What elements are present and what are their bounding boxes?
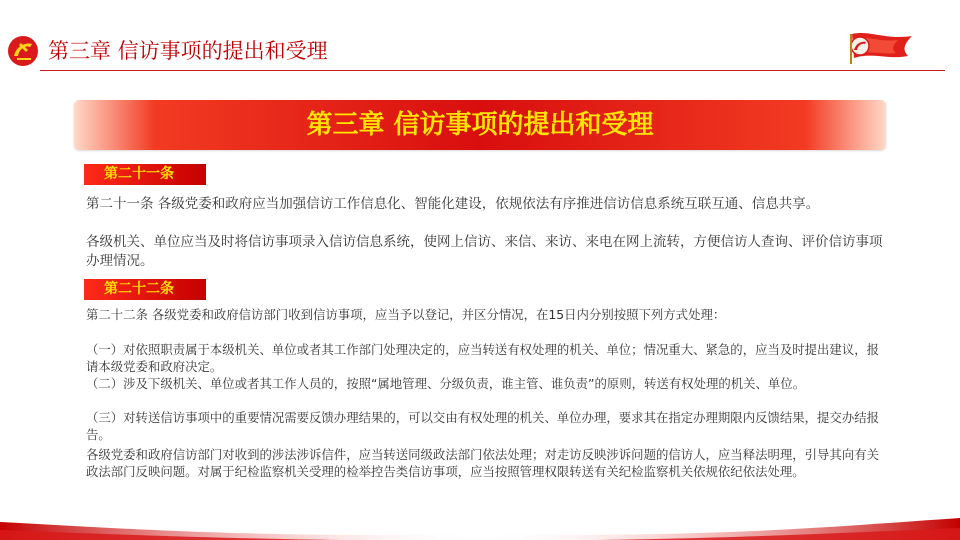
article-21-paragraph-1: 第二十一条 各级党委和政府应当加强信访工作信息化、智能化建设，依规依法有序推进信访信息系统互联互通、信息共享。 [86, 196, 820, 212]
article-22-item-1: （一）对依照职责属于本级机关、单位或者其工作部门处理决定的，应当转送有权处理的机关、单位；情况重大、紧急的，应当及时提出建议，报请本级党委和政府决定。 [86, 342, 879, 374]
article-22-item-2: （二）涉及下级机关、单位或者其工作人员的，按照“属地管理、分级负责，谁主管、谁负责”的原则，转送有权处理的机关、单位。 [86, 376, 806, 391]
article-21-tag: 第二十一条 [84, 164, 206, 185]
article-22-item-3: （三）对转送信访事项中的重要情况需要反馈办理结果的，可以交由有权处理的机关、单位办理，要求其在指定办理期限内反馈结果，提交办结报告。 [86, 410, 879, 442]
chapter-banner [74, 100, 886, 150]
slide-header [0, 0, 960, 72]
article-22-paragraph-2: 各级党委和政府信访部门对收到的涉法涉诉信件，应当转送同级政法部门依法处理；对走访反映涉诉问题的信访人，应当释法明理，引导其向有关政法部门反映问题。对属于纪检监察机关受理的检举控告类信访事项，应当按照管理权限转送有关纪检监察机关依规依纪依法处理。 [86, 447, 879, 479]
banner-title: 第三章 信访事项的提出和受理 [306, 110, 654, 140]
article-22-paragraph-1: 第二十二条 各级党委和政府信访部门收到信访事项，应当予以登记，并区分情况，在15日内分别按照下列方式处理： [86, 307, 726, 322]
footer-decoration [0, 508, 960, 540]
party-emblem-icon [6, 34, 40, 68]
red-flag-icon [842, 30, 916, 66]
article-21-paragraph-2: 各级机关、单位应当及时将信访事项录入信访信息系统，使网上信访、来信、来访、来电在网上流转，方便信访人查询、评价信访事项办理情况。 [86, 234, 883, 269]
header-divider [40, 70, 945, 71]
header-title: 第三章 信访事项的提出和受理 [48, 39, 328, 63]
article-22-tag: 第二十二条 [84, 279, 206, 300]
